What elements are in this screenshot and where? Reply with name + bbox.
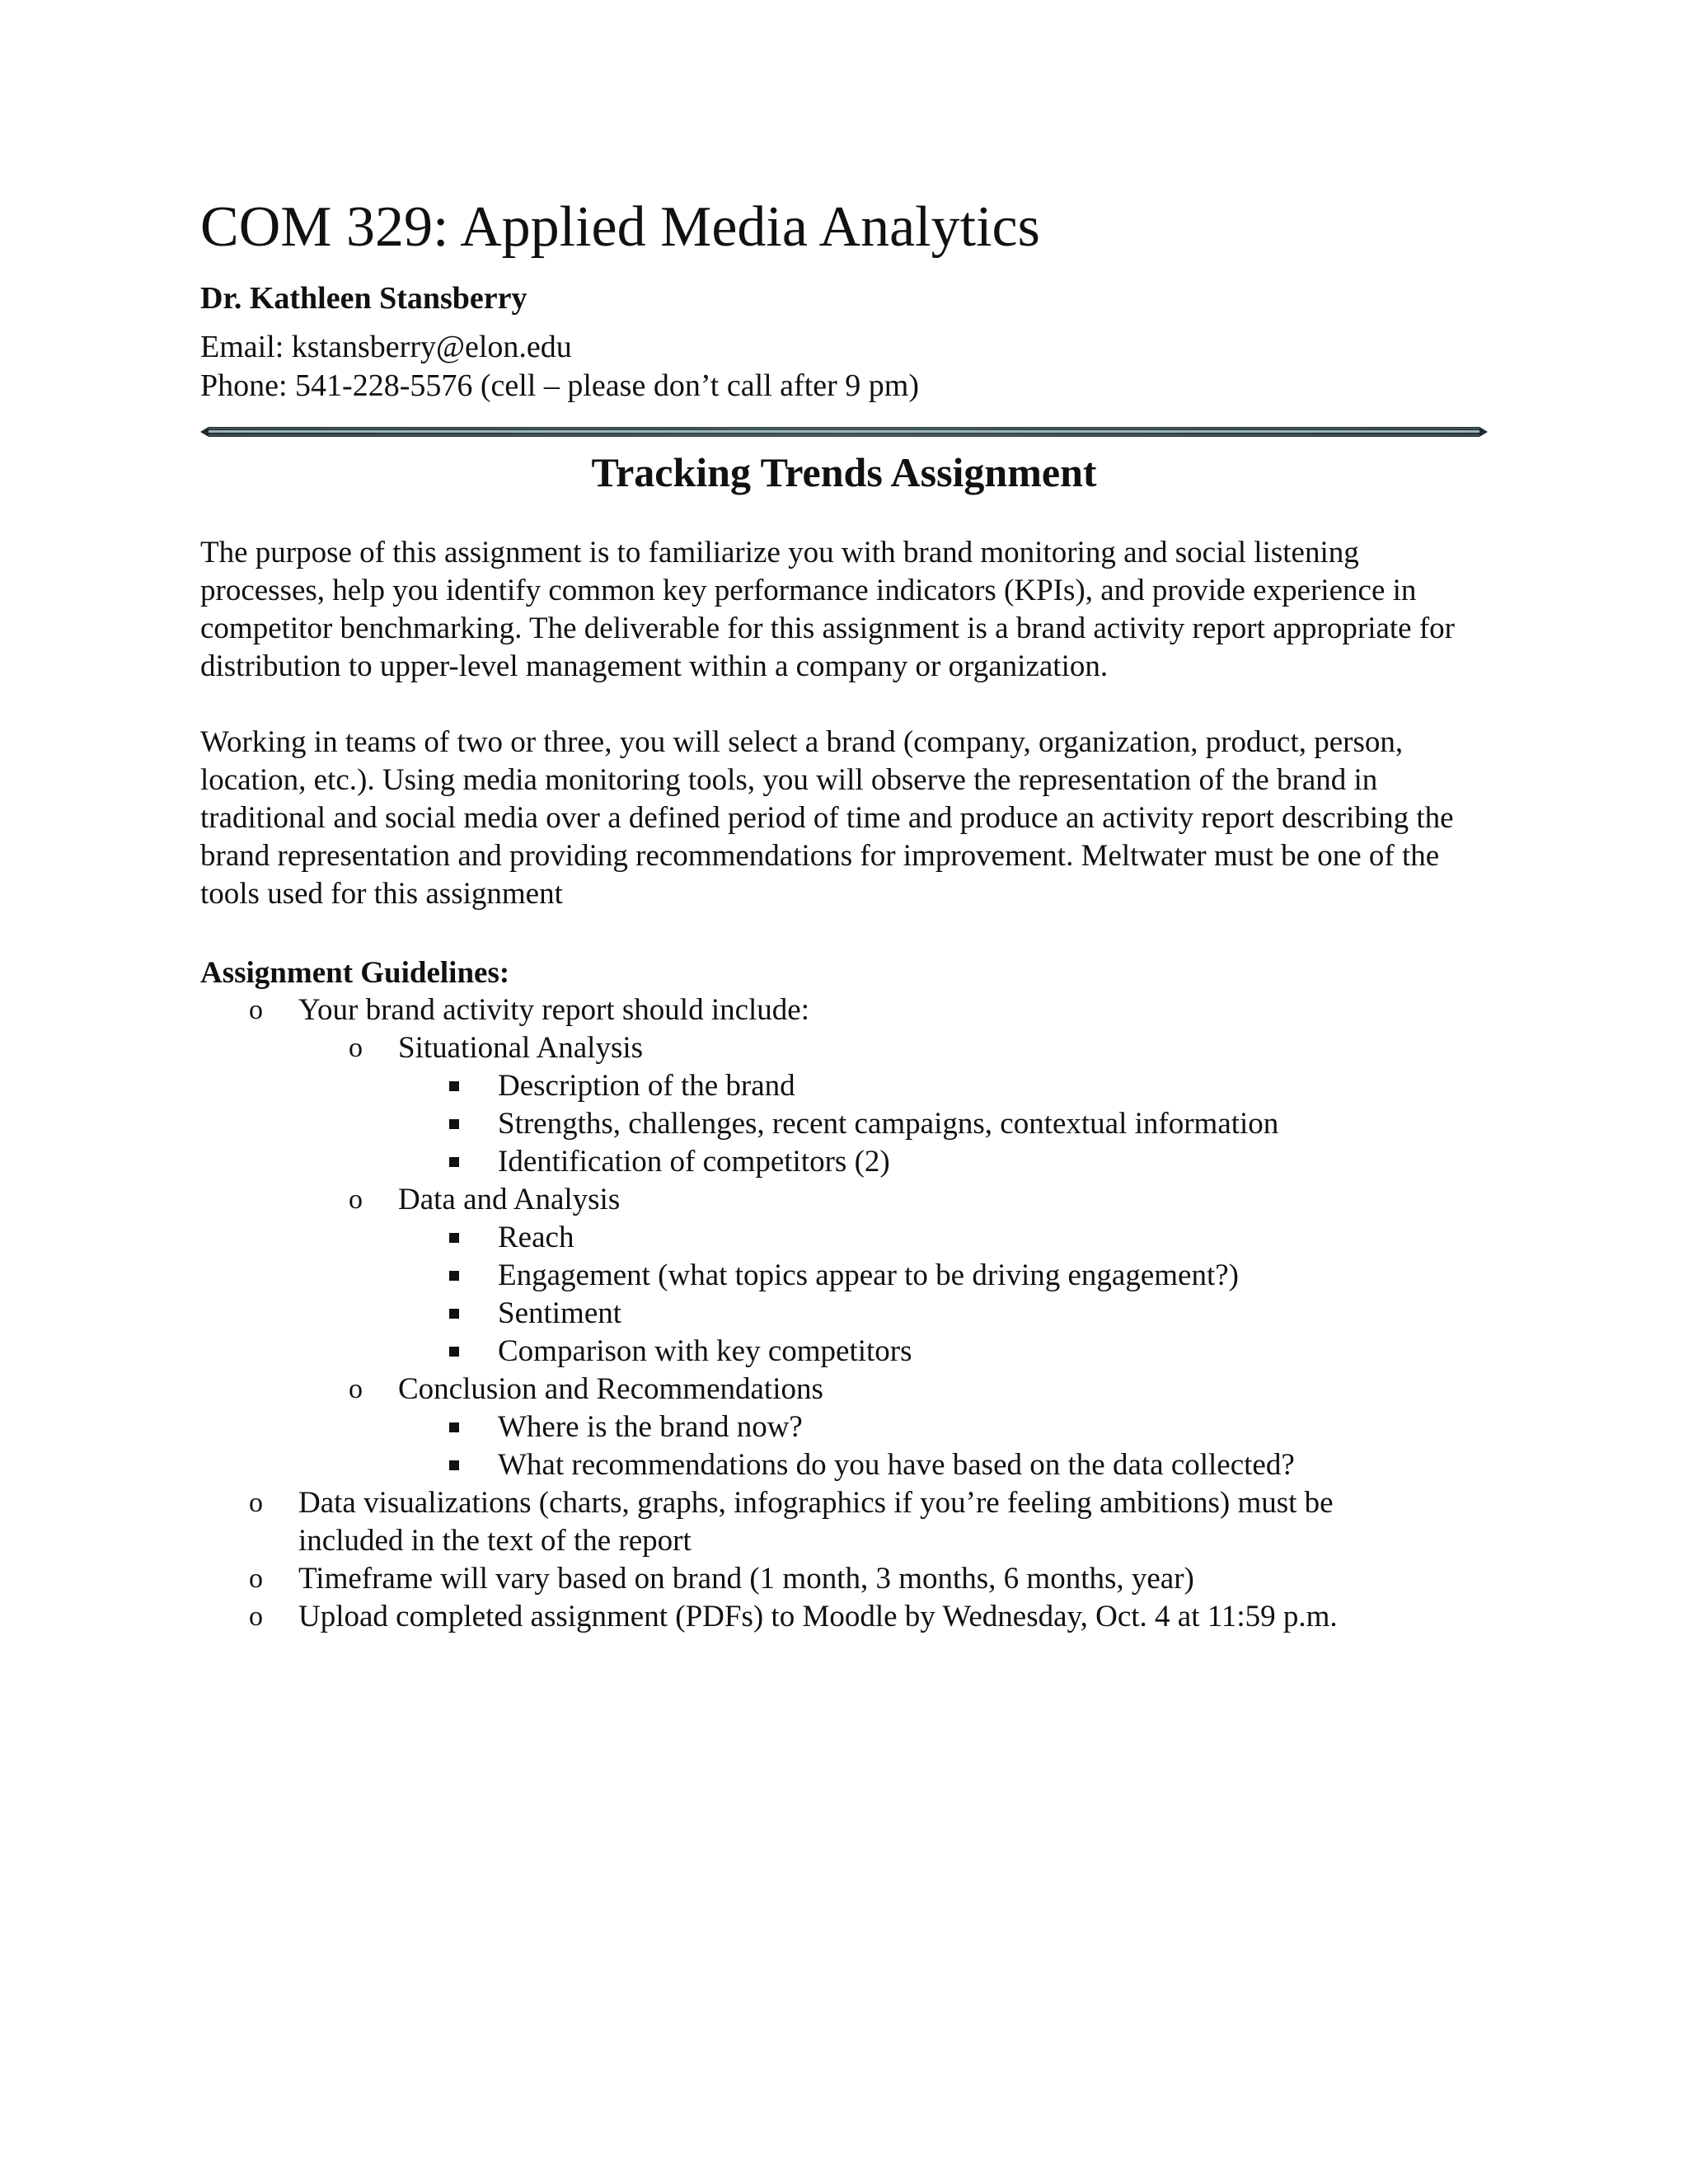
- square-bullet-icon: [449, 1309, 459, 1319]
- list-item: What recommendations do you have based on the data collected?: [498, 1448, 1295, 1482]
- list-item: Where is the brand now?: [498, 1410, 803, 1444]
- contact-info: [200, 328, 919, 405]
- circle-bullet-icon: o: [249, 1601, 263, 1632]
- list-item: Data visualizations (charts, graphs, infographics if you’re feeling ambitions) must be included in the text of the report: [298, 1486, 1334, 1558]
- list-item: Sentiment: [498, 1296, 622, 1330]
- list-item: Identification of competitors (2): [498, 1145, 890, 1179]
- list-item: Conclusion and Recommendations: [398, 1372, 823, 1406]
- square-bullet-icon: [449, 1081, 459, 1091]
- purpose-paragraph: The purpose of this assignment is to familiarize you with brand monitoring and social listening processes, help you identify common key performance indicators (KPIs), and provide experience in competitor benchmarking. The deliverable for this assignment is a brand activity report appropriate for distribution to upper-level management within a company or organization.: [200, 536, 1455, 683]
- course-title: COM 329: Applied Media Analytics: [200, 195, 1040, 259]
- instructor-name: Dr. Kathleen Stansberry: [200, 281, 528, 316]
- circle-bullet-icon: o: [349, 1033, 363, 1063]
- square-bullet-icon: [449, 1233, 459, 1243]
- phone-line: Phone: 541-228-5576 (cell – please don’t call after 9 pm): [200, 368, 919, 403]
- list-item: Timeframe will vary based on brand (1 month, 3 months, 6 months, year): [298, 1562, 1194, 1596]
- list-item: Strengths, challenges, recent campaigns, contextual information: [498, 1107, 1279, 1141]
- circle-bullet-icon: o: [249, 995, 263, 1025]
- list-item: Upload completed assignment (PDFs) to Moodle by Wednesday, Oct. 4 at 11:59 p.m.: [298, 1600, 1338, 1633]
- square-bullet-icon: [449, 1271, 459, 1281]
- square-bullet-icon: [449, 1119, 459, 1129]
- list-item: Description of the brand: [498, 1069, 795, 1103]
- list-item: Engagement (what topics appear to be driving engagement?): [498, 1258, 1239, 1292]
- square-bullet-icon: [449, 1347, 459, 1357]
- circle-bullet-icon: o: [349, 1184, 363, 1215]
- list-item: Comparison with key competitors: [498, 1334, 912, 1368]
- circle-bullet-icon: o: [249, 1488, 263, 1518]
- list-item: Data and Analysis: [398, 1183, 621, 1216]
- square-bullet-icon: [449, 1422, 459, 1432]
- square-bullet-icon: [449, 1157, 459, 1167]
- email-line: Email: kstansberry@elon.edu: [200, 330, 572, 364]
- header-divider: [200, 425, 1488, 438]
- circle-bullet-icon: o: [249, 1563, 263, 1594]
- square-bullet-icon: [449, 1460, 459, 1470]
- list-item: Situational Analysis: [398, 1031, 644, 1065]
- list-item: Your brand activity report should include:: [298, 993, 810, 1027]
- assignment-title: Tracking Trends Assignment: [591, 449, 1097, 495]
- teams-paragraph: Working in teams of two or three, you will select a brand (company, organization, product, person, location, etc.). Using media monitoring tools, you will observe the representation of the brand in traditional and social media over a defined period of time and produce an activity report describing the brand representation and providing recommendations for improvement. Meltwater must be one of the tools used for this assignment: [200, 725, 1454, 911]
- list-item: Reach: [498, 1221, 574, 1254]
- circle-bullet-icon: o: [349, 1374, 363, 1404]
- guidelines-heading: Assignment Guidelines:: [200, 956, 510, 990]
